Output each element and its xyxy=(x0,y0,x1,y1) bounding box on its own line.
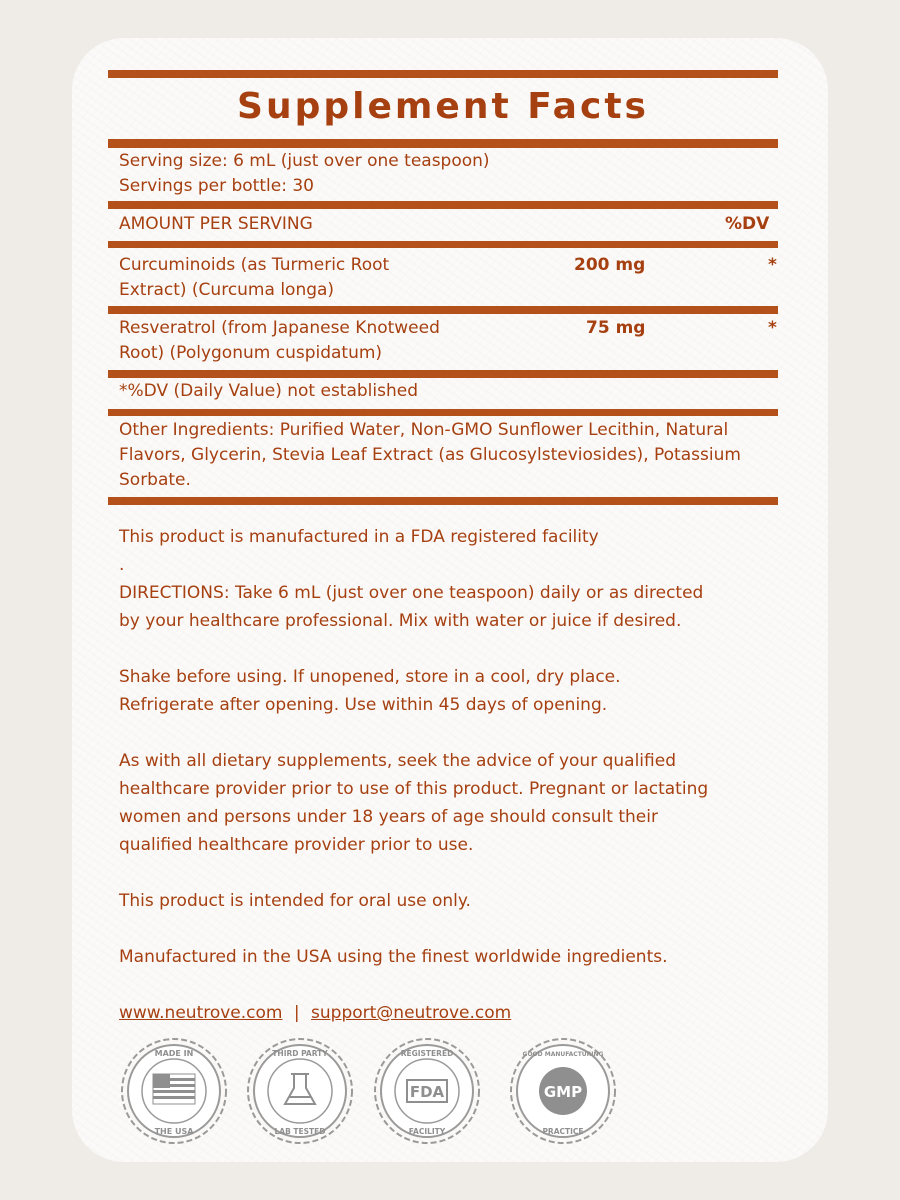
other-ingredients-line: Sorbate. xyxy=(119,470,191,490)
ingredient-amount: 75 mg xyxy=(586,318,646,338)
us-flag-icon xyxy=(153,1074,195,1104)
gmp-icon xyxy=(539,1067,587,1115)
serving-size: Serving size: 6 mL (just over one teaspoon) xyxy=(119,151,490,171)
badge-top-text: REGISTERED xyxy=(400,1049,454,1058)
warning-line: healthcare provider prior to use of this product. Pregnant or lactating xyxy=(119,779,709,799)
links-row xyxy=(119,1000,511,1026)
directions-line: DIRECTIONS: Take 6 mL (just over one teaspoon) daily or as directed xyxy=(119,583,704,603)
rule-below-header xyxy=(108,241,778,248)
link-separator: | xyxy=(293,1003,300,1023)
directions-line: by your healthcare professional. Mix with water or juice if desired. xyxy=(119,611,682,631)
ingredient-name-line1: Curcuminoids (as Turmeric Root xyxy=(119,255,390,275)
rule-below-ingredient-2 xyxy=(108,370,778,378)
other-ingredients-line: Other Ingredients: Purified Water, Non-GMO Sunflower Lecithin, Natural xyxy=(119,420,729,440)
amount-per-serving-header: AMOUNT PER SERVING xyxy=(119,214,313,234)
ingredient-name-line2: Root) (Polygonum cuspidatum) xyxy=(119,343,383,363)
top-rule xyxy=(108,70,778,78)
oral-use-line: This product is intended for oral use only. xyxy=(119,891,471,911)
ingredient-dv: * xyxy=(768,255,777,275)
storage-line: Refrigerate after opening. Use within 45 days of opening. xyxy=(119,695,608,715)
made-in-usa-badge xyxy=(119,1036,229,1146)
ingredient-amount: 200 mg xyxy=(574,255,646,275)
website-link[interactable]: www.neutrove.com xyxy=(119,1003,283,1023)
gmp-badge xyxy=(508,1036,618,1146)
warning-line: women and persons under 18 years of age should consult their xyxy=(119,807,658,827)
badge-bottom-text: LAB TESTED xyxy=(274,1127,326,1136)
storage-line: Shake before using. If unopened, store in a cool, dry place. xyxy=(119,667,621,687)
ingredient-name-line2: Extract) (Curcuma longa) xyxy=(119,280,335,300)
servings-per-bottle: Servings per bottle: 30 xyxy=(119,176,314,196)
stray-period: . xyxy=(119,555,125,575)
ingredient-dv: * xyxy=(768,318,777,338)
ingredient-name-line1: Resveratrol (from Japanese Knotweed xyxy=(119,318,440,338)
email-link[interactable]: support@neutrove.com xyxy=(311,1003,512,1023)
other-ingredients-line: Flavors, Glycerin, Stevia Leaf Extract (as Glucosylsteviosides), Potassium xyxy=(119,445,741,465)
rule-below-serving xyxy=(108,201,778,209)
badge-top-text: GOOD MANUFACTURING xyxy=(522,1051,604,1058)
warning-line: As with all dietary supplements, seek the advice of your qualified xyxy=(119,751,676,771)
badge-top-text: THIRD PARTY xyxy=(272,1049,328,1058)
warning-line: qualified healthcare provider prior to use. xyxy=(119,835,474,855)
badge-bottom-text: THE USA xyxy=(154,1127,194,1136)
page-title: Supplement Facts xyxy=(237,86,649,127)
badge-top-text: MADE IN xyxy=(154,1049,194,1058)
dv-header: %DV xyxy=(725,214,770,234)
made-in-usa-line: Manufactured in the USA using the finest worldwide ingredients. xyxy=(119,947,668,967)
badge-bottom-text: PRACTICE xyxy=(542,1127,584,1136)
rule-below-ingredient-1 xyxy=(108,306,778,314)
rule-below-title xyxy=(108,139,778,148)
fda-facility-line: This product is manufactured in a FDA registered facility xyxy=(119,527,599,547)
badge-center-text: FDA xyxy=(409,1083,445,1101)
rule-below-dv-note xyxy=(108,409,778,416)
fda-icon xyxy=(407,1080,447,1102)
badge-center-text: GMP xyxy=(543,1083,583,1101)
registered-fda-facility-badge xyxy=(372,1036,482,1146)
dv-note: *%DV (Daily Value) not established xyxy=(119,381,419,401)
rule-below-other-ingredients xyxy=(108,497,778,505)
badge-bottom-text: FACILITY xyxy=(408,1127,446,1136)
third-party-lab-tested-badge xyxy=(245,1036,355,1146)
